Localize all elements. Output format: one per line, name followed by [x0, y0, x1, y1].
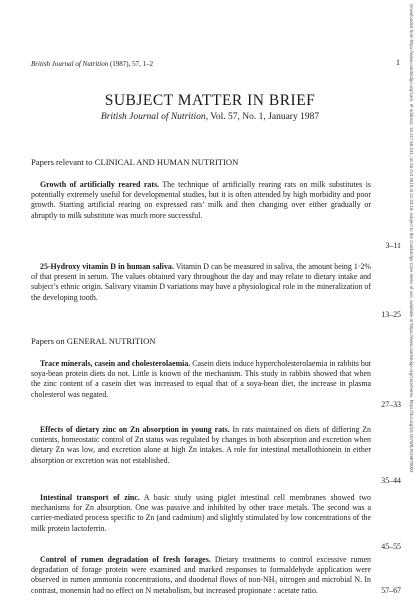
- subtitle-issue: , Vol. 57, No. 1, January 1987: [205, 112, 320, 122]
- entry-pages: 27–33: [381, 400, 401, 409]
- entry-pages: 3–11: [385, 241, 401, 250]
- page-title: SUBJECT MATTER IN BRIEF: [104, 92, 316, 109]
- entry-body: A basic study using piglet intestinal cell membranes showed two mechanisms for Zn absorption. One was passive and inhibited by other trace metals. The second was a carrier-mediated process specific to Zn (and cadmium) and slightly stimulated by low concentrations of the milk protein lactoferrin.: [31, 493, 371, 533]
- entry-dietary-zinc: [31, 425, 371, 466]
- entry-pages: 57–67: [381, 586, 401, 595]
- section-heading-clinical: Papers relevant to CLINICAL AND HUMAN NUTRITION: [31, 157, 239, 167]
- journal-name: British Journal of Nutrition: [31, 60, 109, 68]
- entry-title: Control of rumen degradation of fresh forages.: [40, 555, 211, 564]
- entry-body: The technique of artificially rearing rats on milk substitutes is potentially extremely useful for developmental studies, but it is often attended by high morbidity and poor growth. Starting artificial rearing on expressed rats’ milk and then changing over either gradually or abruptly to milk substitute was much more successful.: [31, 180, 371, 220]
- entry-pages: 13–25: [381, 310, 401, 319]
- entry-artificially-reared-rats: [31, 180, 371, 221]
- entry-title: Trace minerals, casein and cholesterolaemia.: [40, 359, 191, 368]
- page-number: 1: [396, 58, 400, 67]
- entry-body: Dietary treatments to control excessive rumen degradation of forage protein were examined and marked responses to formaldehyde application were observed in rumen ammonia concentrations, and duodenal flows of non-NH₃ nitrogen and microbial N. In contrast, monensin had no effect on N metabolism, but increased propionate : acetate ratio.: [31, 555, 371, 595]
- entry-rumen-degradation: [31, 555, 371, 596]
- page-subtitle: [0, 112, 420, 122]
- entry-body: Vitamin D can be measured in saliva, the amount being 1·2% of that present in serum. The values obtained vary throughout the day and may relate to dietary intake and subject’s ethnic origin. Salivary vitamin D variations may have a physiological role in the mineralization of the developing tooth.: [31, 262, 372, 302]
- download-notice-strip: [405, 4, 415, 596]
- entry-title: Intestinal transport of zinc.: [40, 493, 140, 502]
- journal-citation: (1987), 57, 1–2: [108, 60, 154, 68]
- section-heading-general: Papers on GENERAL NUTRITION: [31, 336, 156, 346]
- subtitle-journal: British Journal of Nutrition: [100, 112, 206, 122]
- entry-title: Effects of dietary zinc on Zn absorption in young rats.: [40, 425, 230, 434]
- entry-zinc-transport: [31, 493, 371, 534]
- entry-title: Growth of artificially reared rats.: [40, 180, 159, 189]
- entry-body: In rats maintained on diets of differing Zn contents, homeostatic control of Zn status was regulated by changes in both absorption and excretion when dietary Zn was low, and excretion alone at high Zn intakes. A role for intestinal metallothionein in either absorption or excretion was not established.: [31, 425, 371, 465]
- entry-trace-minerals: [31, 359, 371, 400]
- entry-pages: 35–44: [381, 476, 401, 485]
- entry-body: Casein diets induce hypercholesterolaemia in rabbits but soya-bean protein diets do not. Little is known of the mechanism. This study in rabbits showed that when the zinc content of a casein diet was increased to equal that of a soya-bean diet, the increase in plasma cholesterol was negated.: [31, 359, 371, 399]
- entry-pages: 45–55: [381, 542, 401, 551]
- entry-title: 25-Hydroxy vitamin D in human saliva.: [40, 262, 174, 271]
- running-header: [31, 60, 153, 68]
- download-notice: Downloaded from https://www.cambridge.org/core. IP address: 18.117.68.241, on 03 Oct 2019 at 21:23:19, subject to the Cambridge Core terms of use, available at https://www.cambridge.org/core/terms. https://doi.org/10.1079/BJN19870003: [409, 4, 414, 473]
- entry-vitamin-d-saliva: [31, 262, 371, 303]
